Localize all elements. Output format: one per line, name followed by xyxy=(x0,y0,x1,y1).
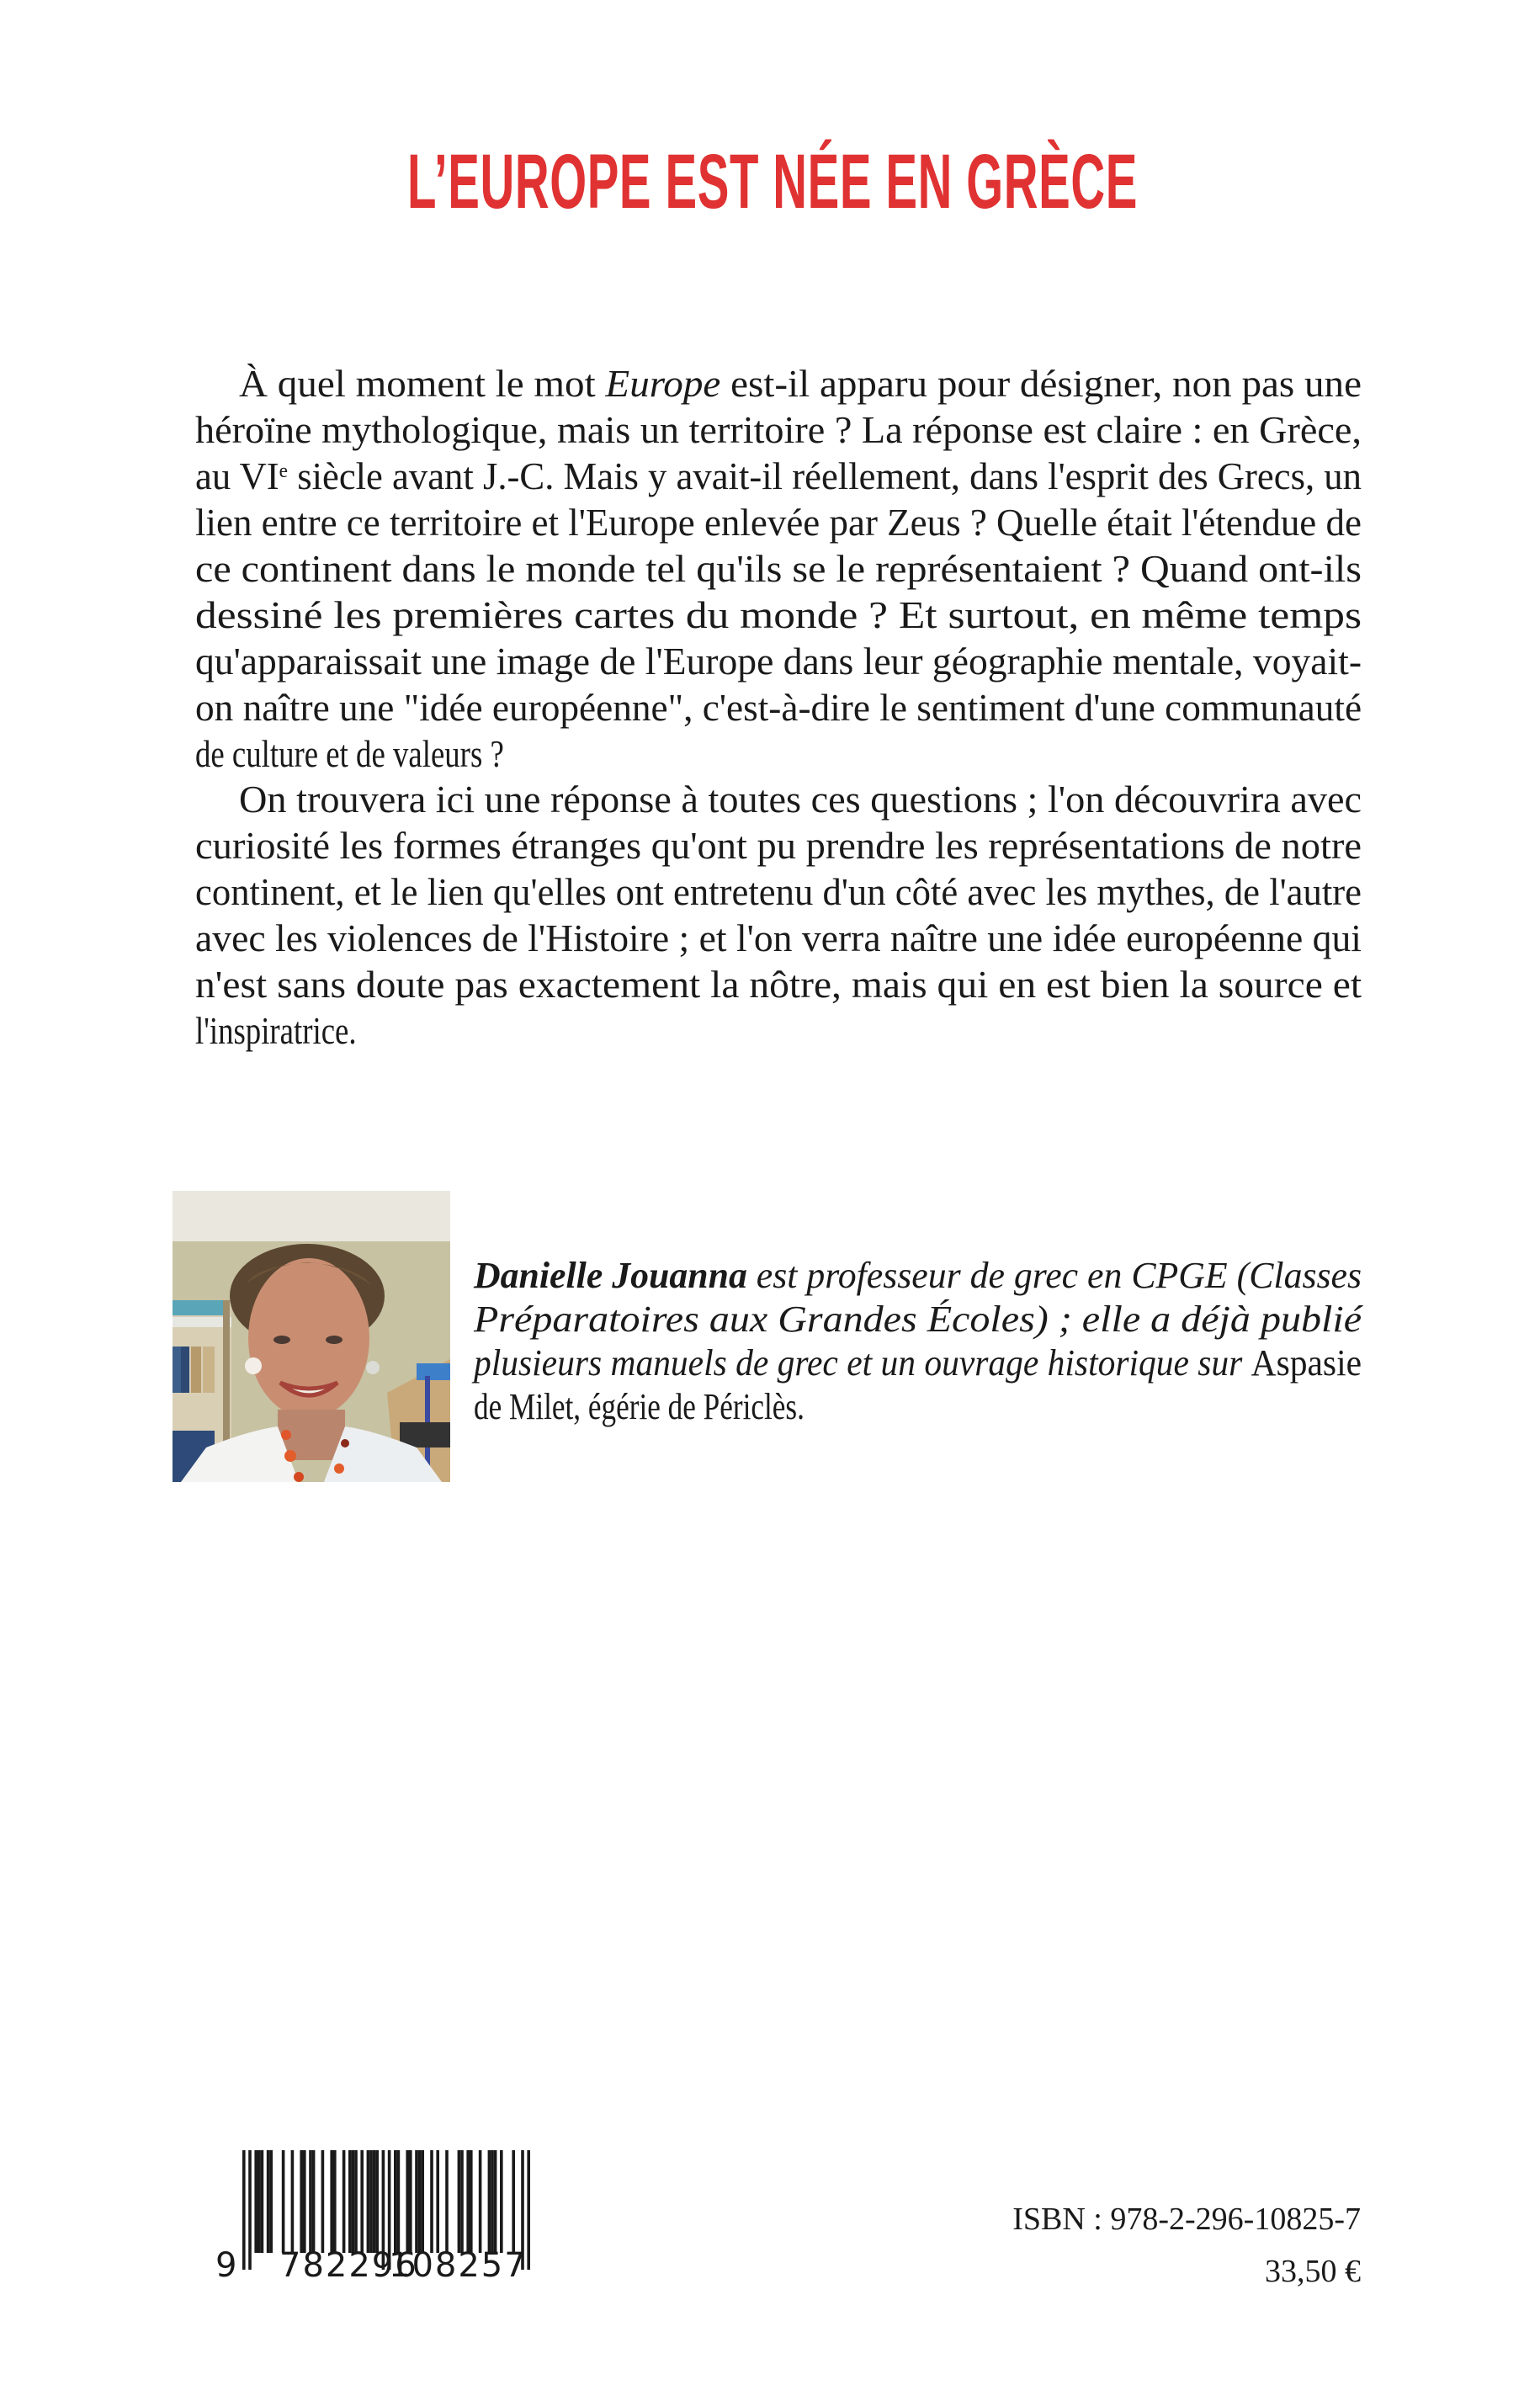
isbn-number: ISBN : 978-2-296-10825-7 xyxy=(1012,2202,1361,2237)
text-line: lien entre ce territoire et l'Europe enlevée par Zeus ? Quelle était l'étendue de xyxy=(195,501,1362,544)
text-line: l'inspiratrice. xyxy=(195,1009,357,1052)
text-line: héroïne mythologique, mais un territoire ? La réponse est claire : en Grèce, xyxy=(195,408,1362,451)
text-line: continent, et le lien qu'elles ont entretenu d'un côté avec les mythes, de l'autre xyxy=(195,870,1362,913)
text-line: n'est sans doute pas exactement la nôtre, mais qui en est bien la source et xyxy=(195,963,1362,1006)
emphasis-europe: Europe xyxy=(605,362,721,405)
text-line: on naître une "idée européenne", c'est-à-dire le sentiment d'une communauté xyxy=(195,686,1362,729)
price: 33,50 € xyxy=(1265,2254,1361,2289)
barcode-icon xyxy=(210,2142,539,2285)
svg-text:108257: 108257 xyxy=(389,2246,528,2285)
svg-text:9: 9 xyxy=(215,2246,237,2285)
book-title xyxy=(407,138,1139,225)
author-bio-line: de Milet, égérie de Périclès. xyxy=(474,1386,805,1427)
text-line: avec les violences de l'Histoire ; et l'on verra naître une idée européenne qui xyxy=(195,916,1362,959)
author-portrait-illustration xyxy=(173,1191,450,1482)
blurb-paragraph-1 xyxy=(195,360,1362,777)
text-line: de culture et de valeurs ? xyxy=(195,732,504,775)
author-bio-line: plusieurs manuels de grec et un ouvrage historique sur Aspasie xyxy=(474,1342,1362,1384)
author-bio-line: Danielle Jouanna est professeur de grec en CPGE (Classes xyxy=(474,1255,1362,1296)
blurb-paragraph-2 xyxy=(195,776,1362,1054)
superscript-e: e xyxy=(279,460,289,482)
book-reference: Aspasie xyxy=(1251,1342,1362,1384)
text-line: ce continent dans le monde tel qu'ils se le représentaient ? Quand ont-ils xyxy=(195,547,1362,590)
text-line: curiosité les formes étranges qu'ont pu prendre les représentations de notre xyxy=(195,824,1362,867)
isbn-barcode xyxy=(210,2142,539,2285)
text-line: dessiné les premières cartes du monde ? Et surtout, en même temps xyxy=(195,593,1362,636)
author-name: Danielle Jouanna xyxy=(474,1255,747,1296)
svg-text:782296: 782296 xyxy=(279,2246,418,2285)
text-line: On trouvera ici une réponse à toutes ces questions ; l'on découvrira avec xyxy=(239,778,1362,821)
author-bio xyxy=(474,1254,1362,1429)
text-line: au VIe siècle avant J.-C. Mais y avait-il réellement, dans l'esprit des Grecs, un xyxy=(195,454,1362,497)
text-line: qu'apparaissait une image de l'Europe dans leur géographie mentale, voyait- xyxy=(195,640,1362,683)
text-line: À quel moment le mot Europe est-il apparu pour désigner, non pas une xyxy=(239,362,1362,405)
book-title-text: L’EUROPE EST NÉE EN GRÈCE xyxy=(407,138,1138,225)
author-bio-line: Préparatoires aux Grandes Écoles) ; elle a déjà publié xyxy=(474,1299,1362,1340)
author-photo xyxy=(173,1191,450,1482)
